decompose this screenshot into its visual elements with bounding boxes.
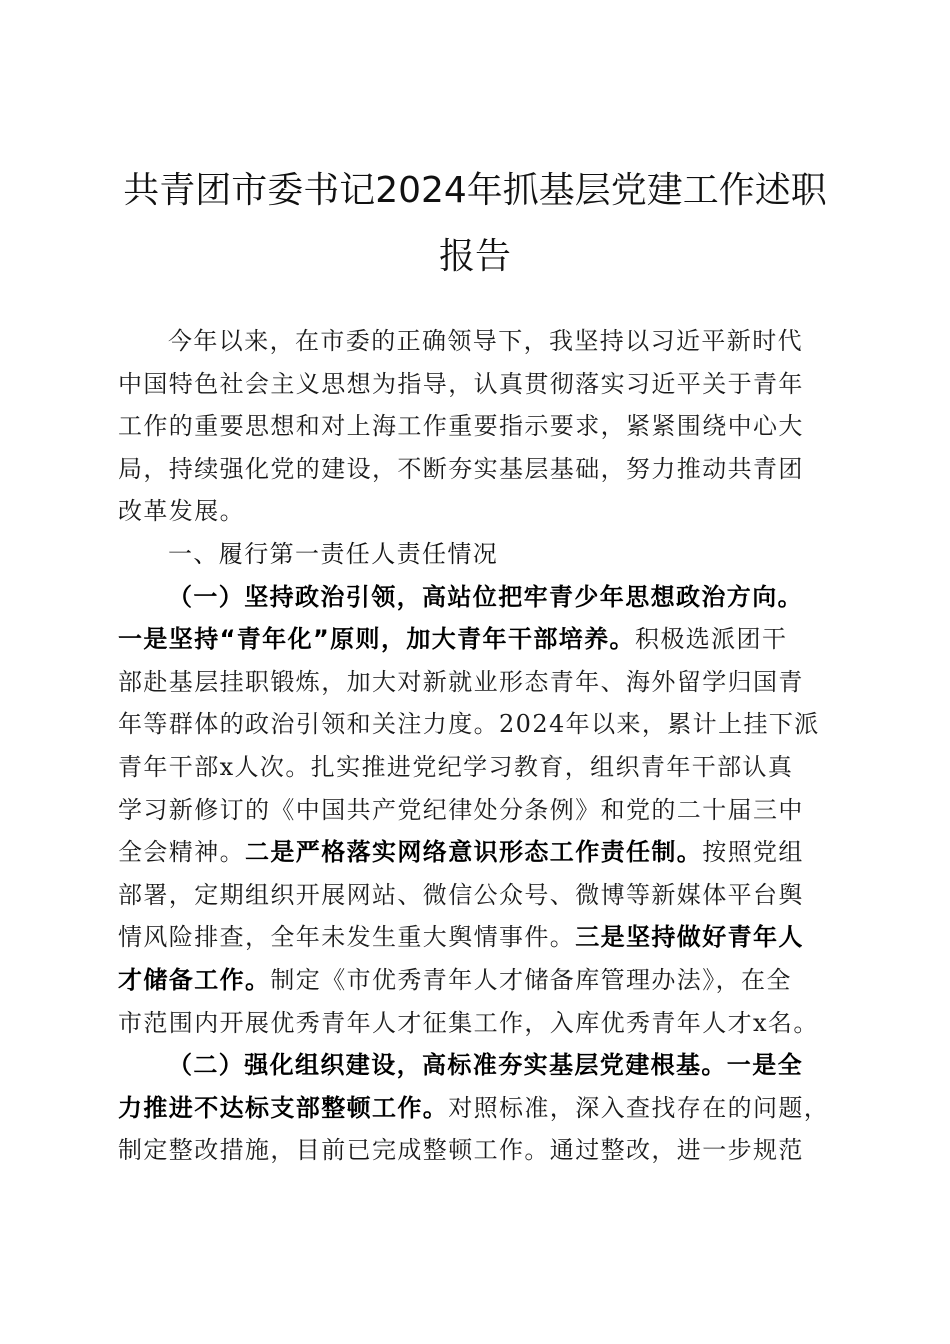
text-run: 制定整改措施，目前已完成整顿工作。通过整改，进一步规范 bbox=[118, 1136, 804, 1165]
paragraph-line bbox=[118, 964, 830, 996]
paragraph-line bbox=[118, 1092, 830, 1124]
text-run: 制定《市优秀青年人才储备库管理办法》，在全 bbox=[270, 966, 792, 994]
paragraph-line bbox=[118, 623, 830, 655]
paragraph-line: 学习新修订的《中国共产党纪律处分条例》和党的二十届三中 bbox=[118, 795, 804, 824]
bold-phrase: （二）强化组织建设，高标准夯实基层党建根基。一是全 bbox=[168, 1051, 803, 1080]
paragraph-line: 年等群体的政治引领和关注力度。2024年以来，累计上挂下派 bbox=[118, 710, 820, 739]
bold-phrase: 二是严格落实网络意识形态工作责任制。 bbox=[245, 838, 703, 867]
intro-line-3: 工作的重要思想和对上海工作重要指示要求，紧紧围绕中心大 bbox=[118, 412, 804, 441]
paragraph-line bbox=[118, 921, 830, 953]
paragraph-line bbox=[118, 836, 830, 868]
intro-line-1: 今年以来，在市委的正确领导下，我坚持以习近平新时代 bbox=[168, 327, 803, 355]
bold-phrase: 三是坚持做好青年人 bbox=[575, 923, 804, 952]
section-heading-1: 一、履行第一责任人责任情况 bbox=[168, 540, 499, 568]
text-run: 积极选派团干 bbox=[634, 625, 788, 654]
intro-line-2: 中国特色社会主义思想为指导，认真贯彻落实习近平关于青年 bbox=[118, 369, 804, 398]
paragraph-line: 部赴基层挂职锻炼，加大对新就业形态青年、海外留学归国青 bbox=[118, 667, 804, 696]
bold-phrase: 力推进不达标支部整顿工作。 bbox=[118, 1093, 449, 1122]
document-title-line-2: 报告 bbox=[438, 236, 511, 277]
intro-line-5: 改革发展。 bbox=[118, 497, 245, 526]
text-run: 全会精神。 bbox=[118, 838, 245, 867]
paragraph-line: 市范围内开展优秀青年人才征集工作，入库优秀青年人才x名。 bbox=[118, 1008, 819, 1037]
paragraph-line: 部署，定期组织开展网站、微信公众号、微博等新媒体平台舆 bbox=[118, 880, 804, 909]
bold-phrase: 才储备工作。 bbox=[118, 966, 271, 994]
paragraph-line: 青年干部x人次。扎实推进党纪学习教育，组织青年干部认真 bbox=[118, 753, 794, 781]
paragraph-line bbox=[168, 1049, 830, 1081]
subsection-heading-1: （一）坚持政治引领，高站位把牢青少年思想政治方向。 bbox=[168, 582, 803, 611]
paragraph-line bbox=[118, 1134, 830, 1166]
text-run: 对照标准，深入查找存在的问题， bbox=[448, 1093, 830, 1122]
text-run: 情风险排查，全年未发生重大舆情事件。 bbox=[118, 923, 576, 952]
intro-line-4: 局，持续强化党的建设，不断夯实基层基础，努力推动共青团 bbox=[118, 454, 804, 483]
document-title-line-1: 共青团市委书记2024年抓基层党建工作述职 bbox=[123, 170, 827, 211]
text-run: 按照党组 bbox=[702, 838, 804, 867]
bold-phrase: 一是坚持“青年化”原则，加大青年干部培养。 bbox=[118, 625, 635, 654]
